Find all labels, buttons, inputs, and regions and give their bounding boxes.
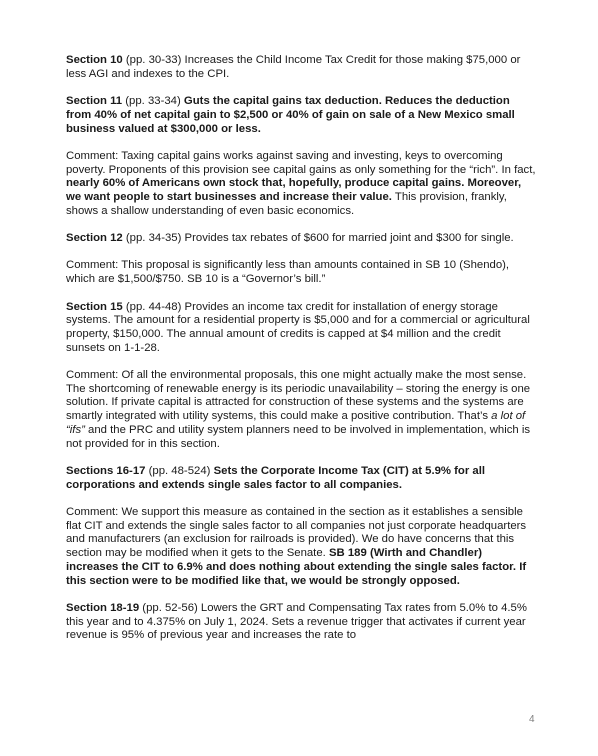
document-body [66, 54, 536, 657]
paragraph-comment-energy-storage [66, 369, 536, 451]
paragraph-text: (pp. 48-524) [145, 464, 214, 477]
paragraph-section-11 [66, 95, 536, 136]
paragraph-section-15 [66, 301, 536, 356]
paragraph-comment-cit [66, 506, 536, 588]
paragraph-section-18-19 [66, 602, 536, 643]
paragraph-text: (pp. 33-34) [122, 95, 184, 108]
section-heading: Section 15 [66, 300, 123, 313]
bold-text: SB 189 (Wirth and Chandler) increases the CIT to 6.9% and does nothing about extending the single sales factor. If this section were to be modified like that, we would be strongly opposed. [66, 547, 527, 587]
bold-text: Sets the Corporate Income Tax (CIT) at 5.9% for all corporations and extends single sales factor to all companies. [66, 464, 486, 491]
paragraph-text: (pp. 34-35) Provides tax rebates of $600 for married joint and $300 for single. [122, 232, 514, 245]
paragraph-section-10 [66, 54, 536, 81]
paragraph-comment-rebates [66, 259, 536, 286]
section-heading: Section 18-19 [66, 601, 140, 614]
bold-text: nearly 60% of Americans own stock that, hopefully, produce capital gains. Moreover, we want people to start businesses and increase their value. [66, 177, 522, 203]
paragraph-text: This provision, frankly, shows a shallow understanding of even basic economics. [66, 191, 507, 217]
section-heading: Section 10 [66, 54, 123, 66]
page-number: 4 [529, 714, 535, 725]
section-heading: Section 12 [66, 232, 123, 245]
paragraph-text: (pp. 44-48) Provides an income tax credit for installation of energy storage systems. The amount for a residential property is $5,000 and for a commercial or agricultural property, $150,000. The annual amount of credits is capped at $4 million and the credit sunsets on 1-1-28. [66, 300, 530, 354]
paragraph-text: Comment: We support this measure as contained in the section as it establishes a sensible flat CIT and extends the single sales factor to all companies not just corporate headquarters and manufacturers (an exclusion for railroads is provided). We do have concerns that this section may be modified when it gets to the Senate. [66, 506, 527, 560]
paragraph-text: (pp. 52-56) Lowers the GRT and Compensating Tax rates from 5.0% to 4.5% this year and to 4.375% on July 1, 2024. Sets a revenue trigger that activates if current year revenue is 95% of previous year and increases the rate to [66, 601, 527, 642]
paragraph-comment-capital-gains [66, 150, 536, 219]
paragraph-section-12 [66, 232, 536, 246]
paragraph-text: and the PRC and utility system planners need to be involved in implementation, which is not provided for in this section. [66, 423, 531, 450]
section-heading: Sections 16-17 [66, 464, 146, 477]
paragraph-text: Comment: Taxing capital gains works against saving and investing, keys to overcoming poverty. Proponents of this provision see capital gains as only something for the “rich”. In fact, [66, 149, 536, 176]
paragraph-sections-16-17 [66, 465, 536, 492]
paragraph-text: (pp. 30-33) Increases the Child Income Tax Credit for those making $75,000 or less AGI and indexes to the CPI. [66, 54, 521, 80]
paragraph-text: Comment: Of all the environmental proposals, this one might actually make the most sense. The shortcoming of renewable energy is its periodic unavailability – storing the energy is one solution. If private capital is attracted for construction of these systems and the systems are smartly integrated with utility systems, this could make a positive contribution. That’s [66, 369, 531, 423]
italic-text: a lot of “ifs” [66, 410, 526, 436]
paragraph-text: Comment: This proposal is significantly less than amounts contained in SB 10 (Shendo), which are $1,500/$750. SB 10 is a “Governor’s bill.” [66, 259, 510, 286]
bold-text: Guts the capital gains tax deduction. Reduces the deduction from 40% of net capital gain to $2,500 or 40% of gain on sale of a New Mexico small business valued at $300,000 or less. [66, 95, 515, 135]
section-heading: Section 11 [66, 95, 123, 108]
